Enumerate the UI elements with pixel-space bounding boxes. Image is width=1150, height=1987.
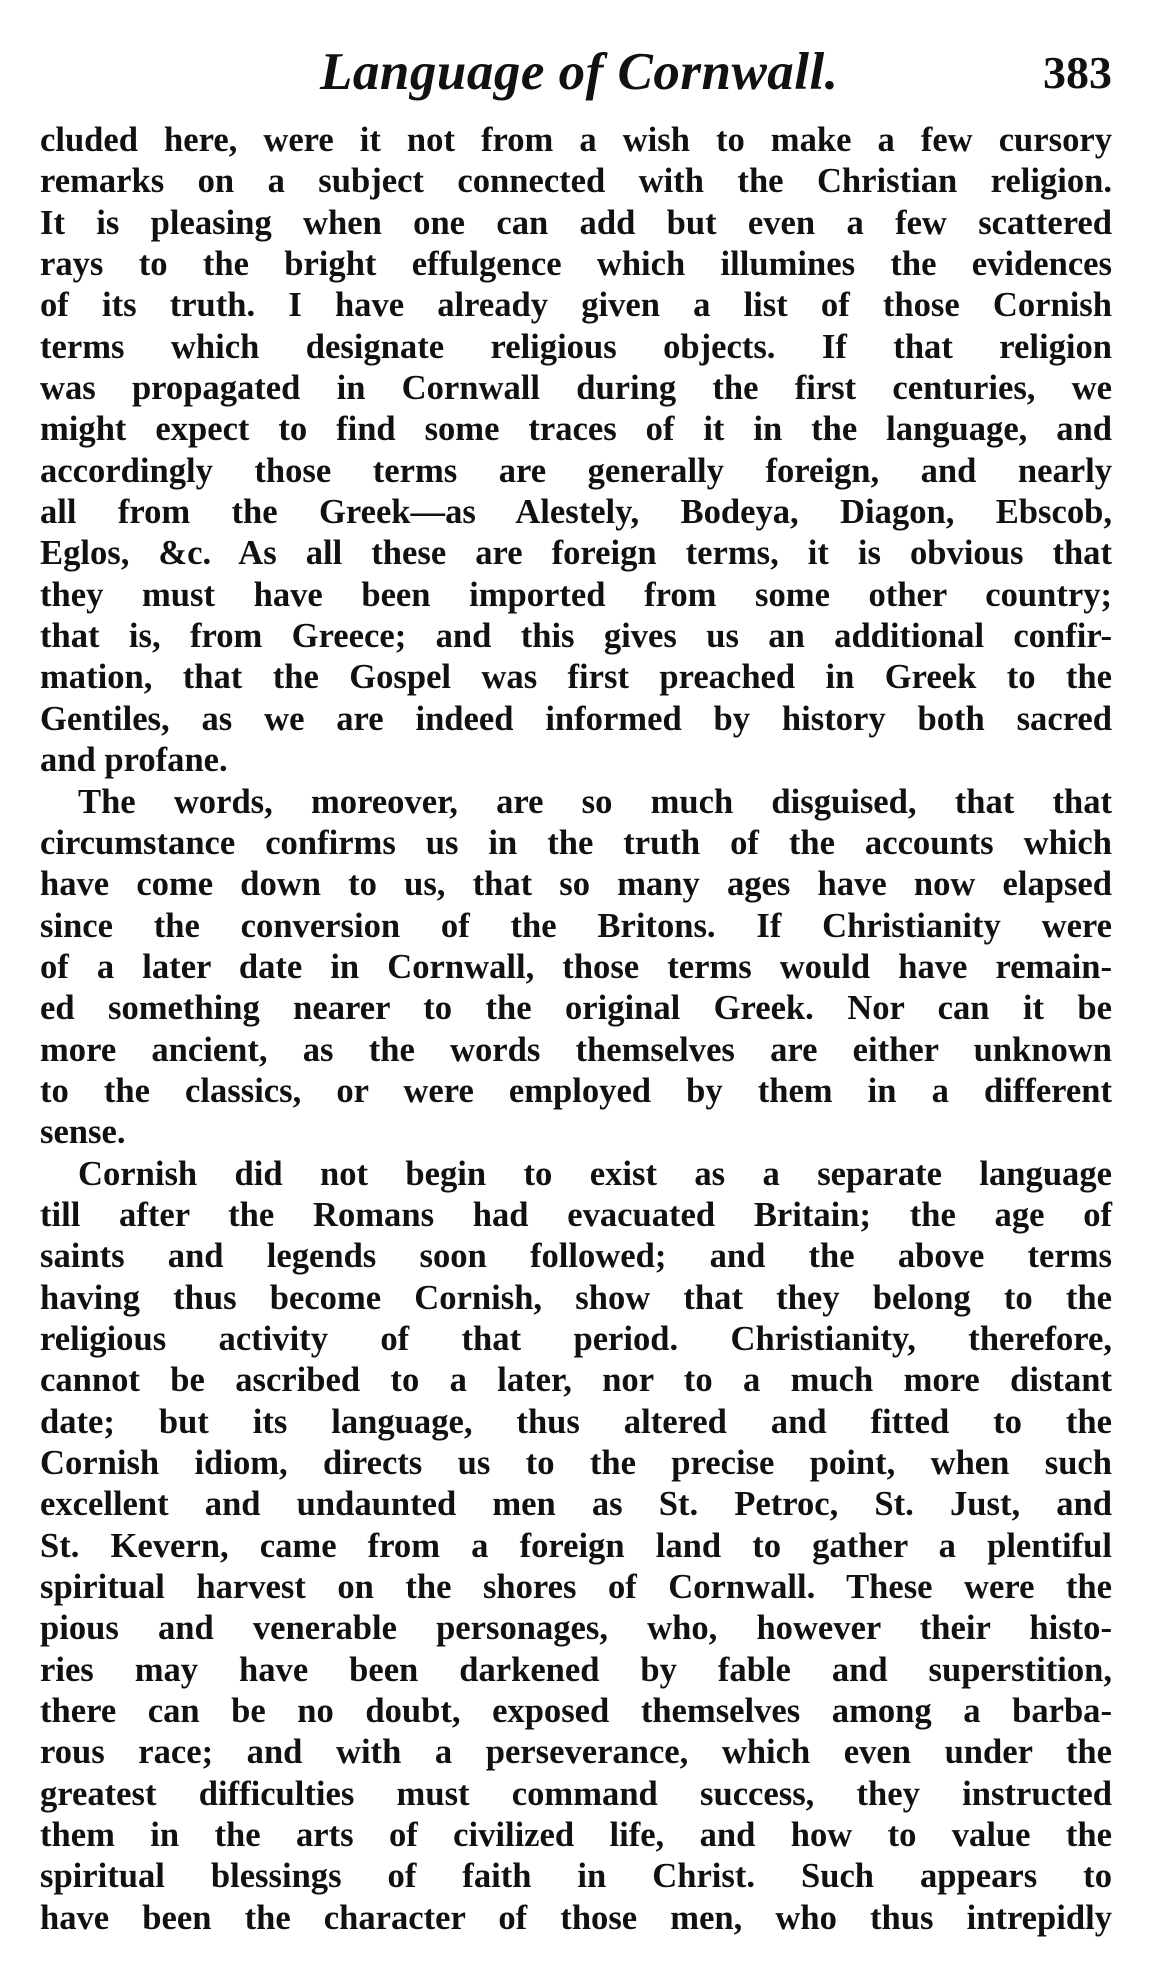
page-header [40, 38, 1112, 108]
text-line: Gentiles, as we are indeed informed by history both sacred [40, 699, 1112, 738]
text-line: that is, from Greece; and this gives us an additional confir- [40, 617, 1112, 656]
paragraph-2 [40, 782, 1112, 1154]
text-line: Eglos, &c. As all these are foreign terms, it is obvious that [40, 534, 1112, 573]
text-line: to the classics, or were employed by them in a different [40, 1071, 1112, 1110]
text-line: circumstance confirms us in the truth of the accounts which [40, 823, 1112, 862]
text-line: more ancient, as the words themselves are either unknown [40, 1030, 1112, 1069]
text-line: greatest difficulties must command success, they instructed [40, 1774, 1112, 1813]
text-line: rays to the bright effulgence which illumines the evidences [40, 245, 1112, 284]
text-line: The words, moreover, are so much disguised, that that [78, 782, 1112, 821]
text-line: of a later date in Cornwall, those terms would have remain- [40, 947, 1112, 986]
text-line: of its truth. I have already given a list of those Cornish [40, 286, 1112, 325]
text-line: them in the arts of civilized life, and how to value the [40, 1816, 1112, 1855]
text-line: It is pleasing when one can add but even a few scattered [40, 203, 1112, 242]
text-line: excellent and undaunted men as St. Petroc, St. Just, and [40, 1485, 1112, 1524]
text-line: might expect to find some traces of it in the language, and [40, 410, 1112, 449]
text-line: cannot be ascribed to a later, nor to a much more distant [40, 1361, 1112, 1400]
text-line: sense. [40, 1113, 126, 1152]
text-line: terms which designate religious objects. If that religion [40, 327, 1112, 366]
text-line: they must have been imported from some other country; [40, 575, 1112, 614]
text-line: since the conversion of the Britons. If Christianity were [40, 906, 1112, 945]
text-line: have come down to us, that so many ages have now elapsed [40, 865, 1112, 904]
text-line: Cornish did not begin to exist as a separate language [78, 1154, 1112, 1193]
text-line: cluded here, were it not from a wish to make a few cursory [40, 121, 1112, 159]
book-page [40, 38, 1112, 1939]
text-line: saints and legends soon followed; and the above terms [40, 1237, 1112, 1276]
text-line: Cornish idiom, directs us to the precise point, when such [40, 1444, 1112, 1482]
text-line: having thus become Cornish, show that they belong to the [40, 1278, 1112, 1317]
text-line: remarks on a subject connected with the Christian religion. [40, 162, 1112, 201]
paragraph-1 [40, 120, 1112, 782]
text-line: ries may have been darkened by fable and superstition, [40, 1650, 1112, 1689]
text-line: mation, that the Gospel was first preached in Greek to the [40, 658, 1112, 697]
text-line: rous race; and with a perseverance, which even under the [40, 1733, 1112, 1772]
page-number: 383 [1043, 47, 1112, 98]
text-line: all from the Greek—as Alestely, Bodeya, Diagon, Ebscob, [40, 493, 1112, 532]
text-line: spiritual harvest on the shores of Cornwall. These were the [40, 1568, 1112, 1607]
running-title: Language of Cornwall. [320, 43, 839, 101]
body-text [40, 120, 1112, 1939]
text-line: spiritual blessings of faith in Christ. Such appears to [40, 1857, 1112, 1896]
text-line: religious activity of that period. Christianity, therefore, [40, 1319, 1112, 1358]
paragraph-3 [40, 1154, 1112, 1940]
text-line: St. Kevern, came from a foreign land to gather a plentiful [40, 1526, 1112, 1565]
text-line: have been the character of those men, who thus intrepidly [40, 1898, 1112, 1937]
text-line: accordingly those terms are generally foreign, and nearly [40, 451, 1112, 490]
text-line: till after the Romans had evacuated Britain; the age of [40, 1195, 1112, 1234]
text-line: pious and venerable personages, who, however their histo- [40, 1609, 1112, 1648]
text-line: date; but its language, thus altered and fitted to the [40, 1402, 1112, 1441]
text-line: there can be no doubt, exposed themselves among a barba- [40, 1692, 1112, 1731]
text-line: ed something nearer to the original Greek. Nor can it be [40, 989, 1112, 1028]
text-line: and profane. [40, 741, 228, 780]
text-line: was propagated in Cornwall during the first centuries, we [40, 369, 1112, 408]
